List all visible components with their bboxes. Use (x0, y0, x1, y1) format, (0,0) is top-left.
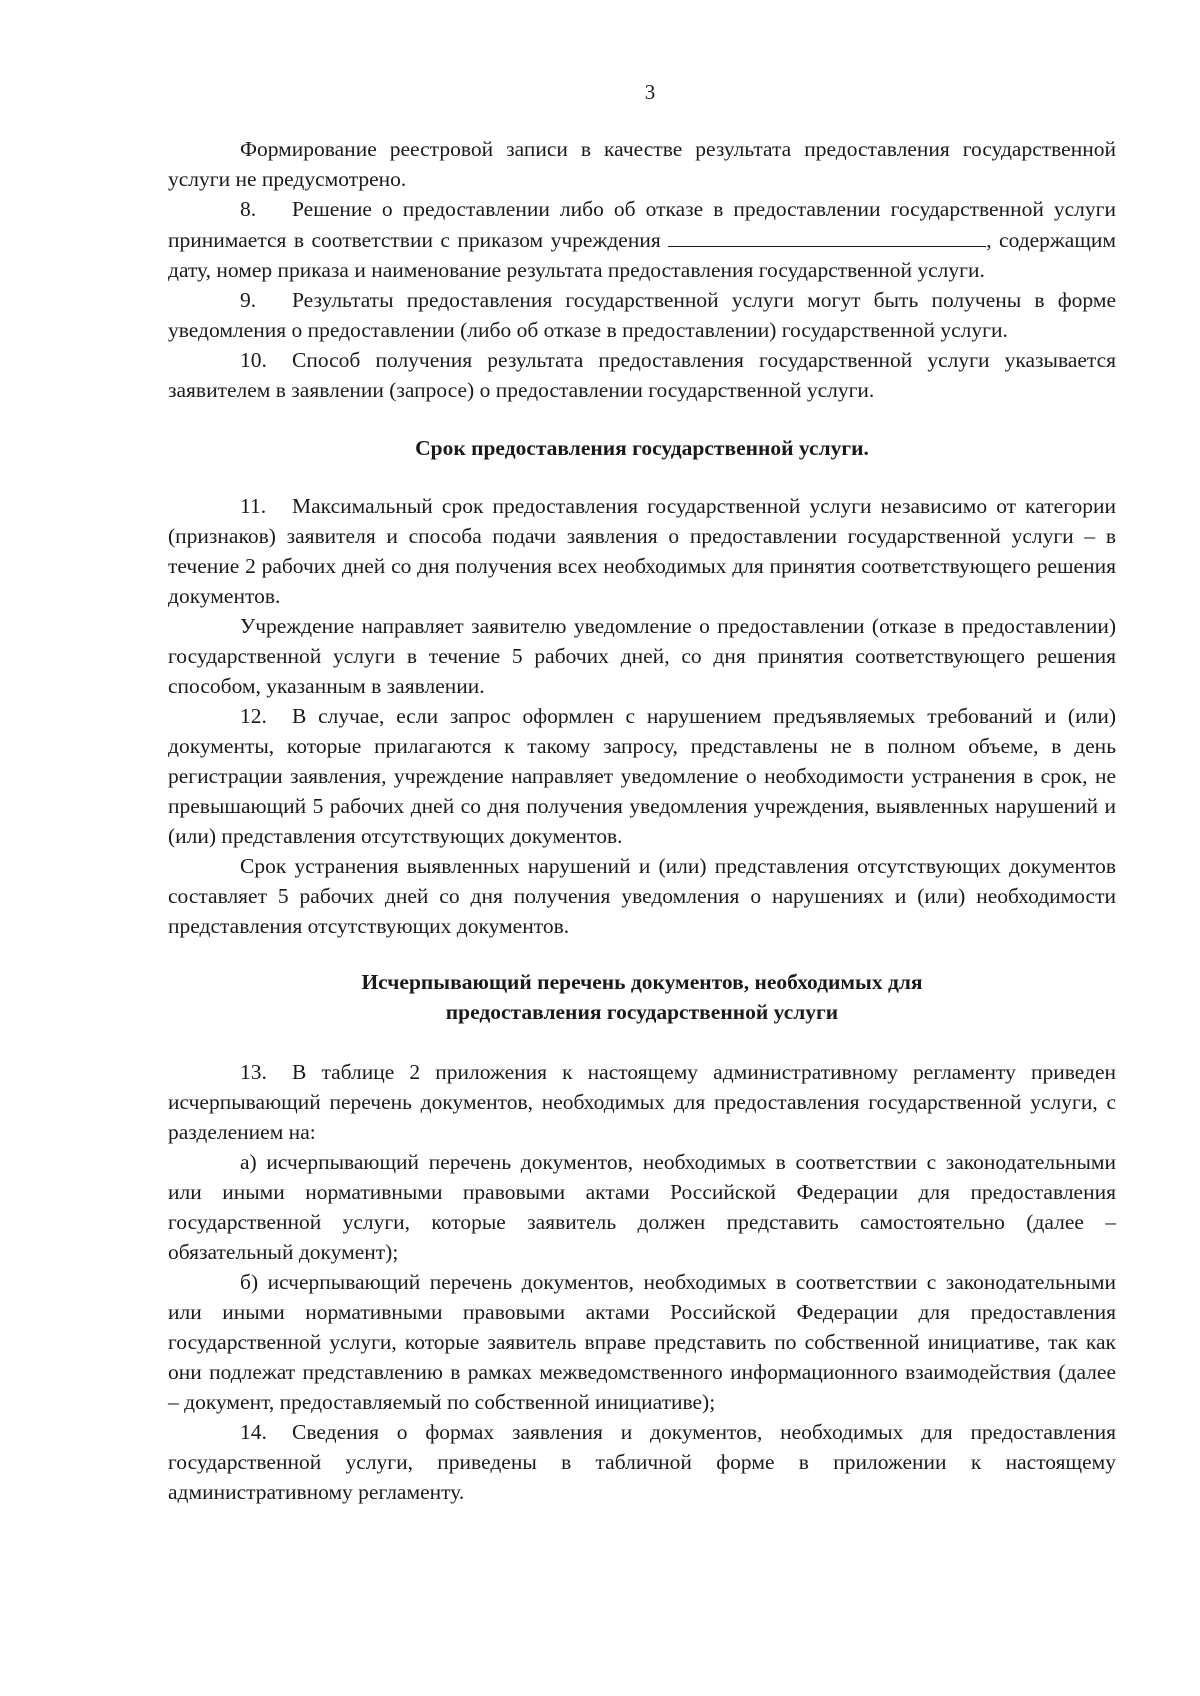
paragraph-13-item-a: а) исчерпывающий перечень документов, необходимых в соответствии с законодательными или иными нормативными правовыми актами Российской Федерации для предоставления государственной услуги, которые заявитель должен представить самостоятельно (далее – обязательный документ); (168, 1150, 1116, 1264)
blank-fill-line (668, 224, 986, 247)
paragraph-11 (168, 491, 1116, 611)
paragraph-11-text: Максимальный срок предоставления государственной услуги независимо от категории (признаков) заявителя и способа подачи заявления о предоставлении государственной услуги – в течение 2 рабочих дней со дня получения всех необходимых для принятия соответствующего решения документов. (168, 494, 1116, 608)
section-heading-term: Срок предоставления государственной услуги. (415, 436, 869, 460)
heading-line-2: предоставления государственной услуги (445, 1000, 839, 1024)
paragraph-number: 12. (240, 704, 267, 728)
paragraph-13-item-b: б) исчерпывающий перечень документов, необходимых в соответствии с законодательными или иными нормативными правовыми актами Российской Федерации для предоставления государственной услуги, которые заявитель вправе представить по собственной инициативе, так как они подлежат представлению в рамках межведомственного информационного взаимодействия (далее – документ, предоставляемый по собственной инициативе); (168, 1270, 1116, 1414)
paragraph-number: 13. (240, 1060, 267, 1084)
section-heading-documents (168, 967, 1116, 1027)
paragraph-12-deadline: Срок устранения выявленных нарушений и (или) представления отсутствующих документов составляет 5 рабочих дней со дня получения уведомления о нарушениях и (или) необходимости представления отсутствующих документов. (168, 854, 1116, 938)
paragraph-12-text: В случае, если запрос оформлен с нарушением предъявляемых требований и (или) документы, которые прилагаются к такому запросу, представлены не в полном объеме, в день регистрации заявления, учреждение направляет уведомление о необходимости устранения в срок, не превышающий 5 рабочих дней со дня получения уведомления учреждения, выявленных нарушений и (или) представления отсутствующих документов. (168, 704, 1116, 848)
paragraph-number: 8. (240, 197, 257, 221)
paragraph-8-text-before-blank: Решение о предоставлении либо об отказе в предоставлении государственной услуги принимается в соответствии с приказом учреждения (168, 197, 1116, 252)
paragraph-11-notification: Учреждение направляет заявителю уведомление о предоставлении (отказе в предоставлении) государственной услуги в течение 5 рабочих дней, со дня принятия соответствующего решения способом, указанным в заявлении. (168, 614, 1116, 698)
paragraph-number: 14. (240, 1420, 267, 1444)
paragraph-9 (168, 285, 1116, 345)
document-page (168, 78, 1116, 1507)
page-number: 3 (644, 80, 656, 104)
paragraph-registry-record: Формирование реестровой записи в качестве результата предоставления государственной услуги не предусмотрено. (168, 137, 1116, 191)
paragraph-8 (168, 194, 1116, 285)
paragraph-14-text: Сведения о формах заявления и документов, необходимых для предоставления государственной услуги, приведены в табличной форме в приложении к настоящему административному регламенту. (168, 1420, 1116, 1504)
paragraph-9-text: Результаты предоставления государственной услуги могут быть получены в форме уведомления о предоставлении (либо об отказе в предоставлении) государственной услуги. (168, 288, 1116, 342)
heading-line-1: Исчерпывающий перечень документов, необходимых для (361, 970, 923, 994)
paragraph-14 (168, 1417, 1116, 1507)
paragraph-12 (168, 701, 1116, 851)
paragraph-10 (168, 345, 1116, 405)
paragraph-13-text: В таблице 2 приложения к настоящему административному регламенту приведен исчерпывающий перечень документов, необходимых для предоставления государственной услуги, с разделением на: (168, 1060, 1116, 1144)
paragraph-number: 10. (240, 348, 267, 372)
paragraph-8-text-after-blank: , содержащим дату, номер приказа и наименование результата предоставления государственной услуги. (168, 228, 1116, 282)
paragraph-10-text: Способ получения результата предоставления государственной услуги указывается заявителем в заявлении (запросе) о предоставлении государственной услуги. (168, 348, 1116, 402)
paragraph-number: 11. (240, 494, 267, 518)
paragraph-13 (168, 1057, 1116, 1147)
paragraph-number: 9. (240, 288, 257, 312)
